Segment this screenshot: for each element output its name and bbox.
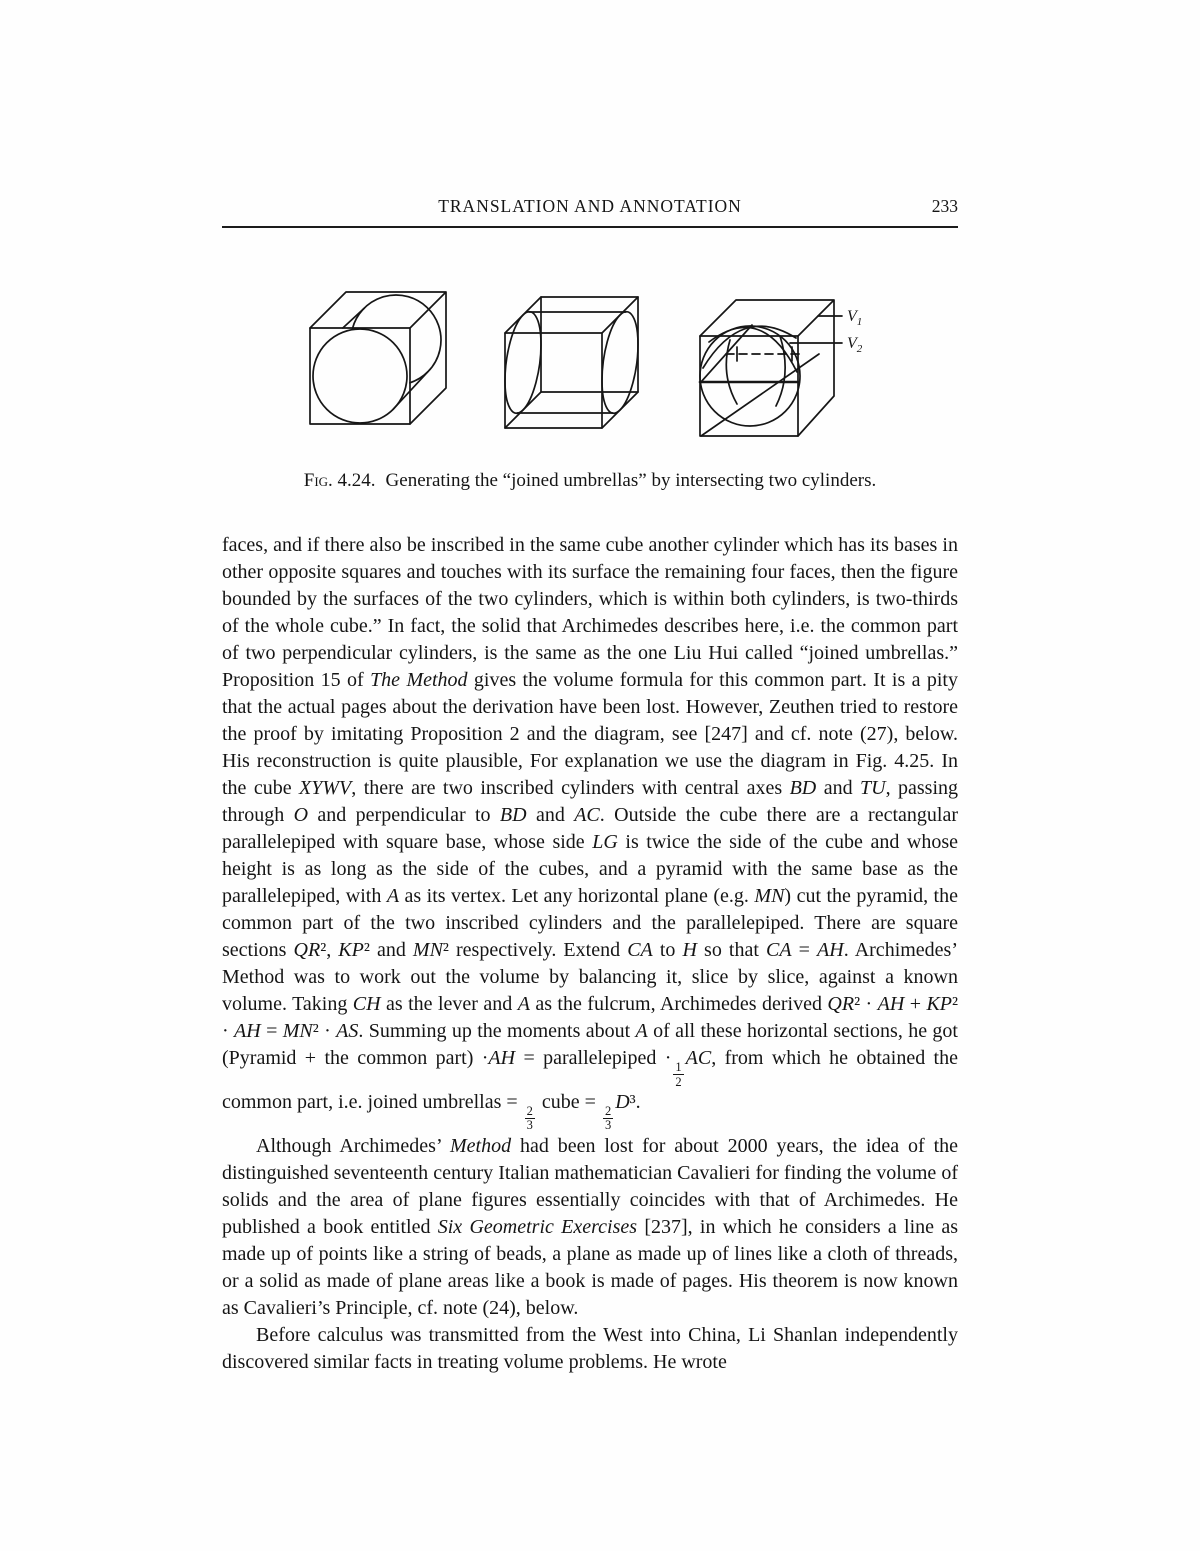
cube-3-intersection-solid [700, 300, 863, 436]
figure-illustration [290, 278, 910, 446]
diagonal-line-long [701, 354, 819, 436]
figure-4-24 [222, 278, 958, 492]
label-v1: $V_1$ [847, 308, 863, 328]
header-rule [222, 226, 958, 228]
figure-caption-label: Fig. 4.24. [303, 470, 376, 491]
running-header [222, 196, 958, 220]
meridian-arc-left [726, 340, 737, 404]
cube-1-back-edges [310, 292, 446, 424]
cube-1-cylinder-front-axis [310, 292, 446, 424]
cube-2-left-base-ellipse [505, 297, 541, 428]
page-number: 233 [931, 196, 958, 216]
figure-caption-text: Generating the “joined umbrellas” by intersecting two cylinders. [385, 470, 877, 491]
cube-1-front-face [310, 328, 410, 424]
paragraph-3: Before calculus was transmitted from the West into China, Li Shanlan independently discovered similar facts in treating volume problems. He wrote [222, 1323, 958, 1373]
figure-caption [222, 470, 958, 492]
cube-2-cylinder-silhouette [517, 312, 626, 413]
paragraph-1: faces, and if there also be inscribed in the same cube another cylinder which has its bases in other opposite squares and touches with its surface the remaining four faces, then the figure bounded by the surfaces of the two cylinders, which is within both cylinders, is two-thirds of the whole cube.” In fact, the solid that Archimedes describes here, i.e. the common part of two perpendicular cylinders, is the same as the one Liu Hui called “joined umbrellas.” Proposition 15 of The Method gives the volume formula for this common part. It is a pity that the actual pages about the derivation have been lost. However, Zeuthen tried to restore the proof by imitating Proposition 2 and the diagram, see [247] and cf. note (27), below. His reconstruction is quite plausible, For explanation we use the diagram in Fig. 4.25. In the cube XYWV, there are two inscribed cylinders with central axes BD and TU, passing through O and perpendicular to BD and AC. Outside the cube there are a rectangular parallelepiped with square base, whose side LG is twice the side of the cube and whose height is as long as the side of the cubes, and a pyramid with the same base as the parallelepiped, with A as its vertex. Let any horizontal plane (e.g. MN) cut the pyramid, the common part of the two inscribed cylinders and the parallelepiped. There are square sections QR², KP² and MN² respectively. Extend CA to H so that CA = AH. Archimedes’ Method was to work out the volume by balancing it, slice by slice, against a known volume. Taking CH as the lever and A as the fulcrum, Archimedes derived QR² · AH + KP² · AH = MN² · AS. Summing up the moments about A of all these horizontal sections, he got (Pyramid + the common part) ·AH = parallelepiped · $\frac{1}{2}$ AC, from which he obtained the common part, i.e. joined umbrellas = $\frac{2}{3}$ cube = $\frac{2}{3}$ D³. [222, 534, 959, 1133]
paragraph-2: Although Archimedes’ Method had been lost for about 2000 years, the idea of the distinguished seventeenth century Italian mathematician Cavalieri for finding the volume of solids and the area of plane figures essentially coincides with that of Archimedes. He published a book entitled Six Geometric Exercises [237], in which he considers a line as made up of points like a string of beads, a plane as made up of lines like a cloth of threads, or a solid as made of plane areas like a book is made of pages. His theorem is now known as Cavalieri’s Principle, cf. note (24), below. [222, 1134, 958, 1319]
label-v2: $V_2$ [847, 335, 863, 355]
running-header-title: TRANSLATION AND ANNOTATION [438, 196, 742, 216]
cube-2-right-base-ellipse [602, 297, 638, 428]
body-text [222, 532, 958, 1376]
cube-2-cylinder-horizontal-axis [505, 297, 638, 428]
cube-1-back-circle-arc [353, 295, 441, 383]
